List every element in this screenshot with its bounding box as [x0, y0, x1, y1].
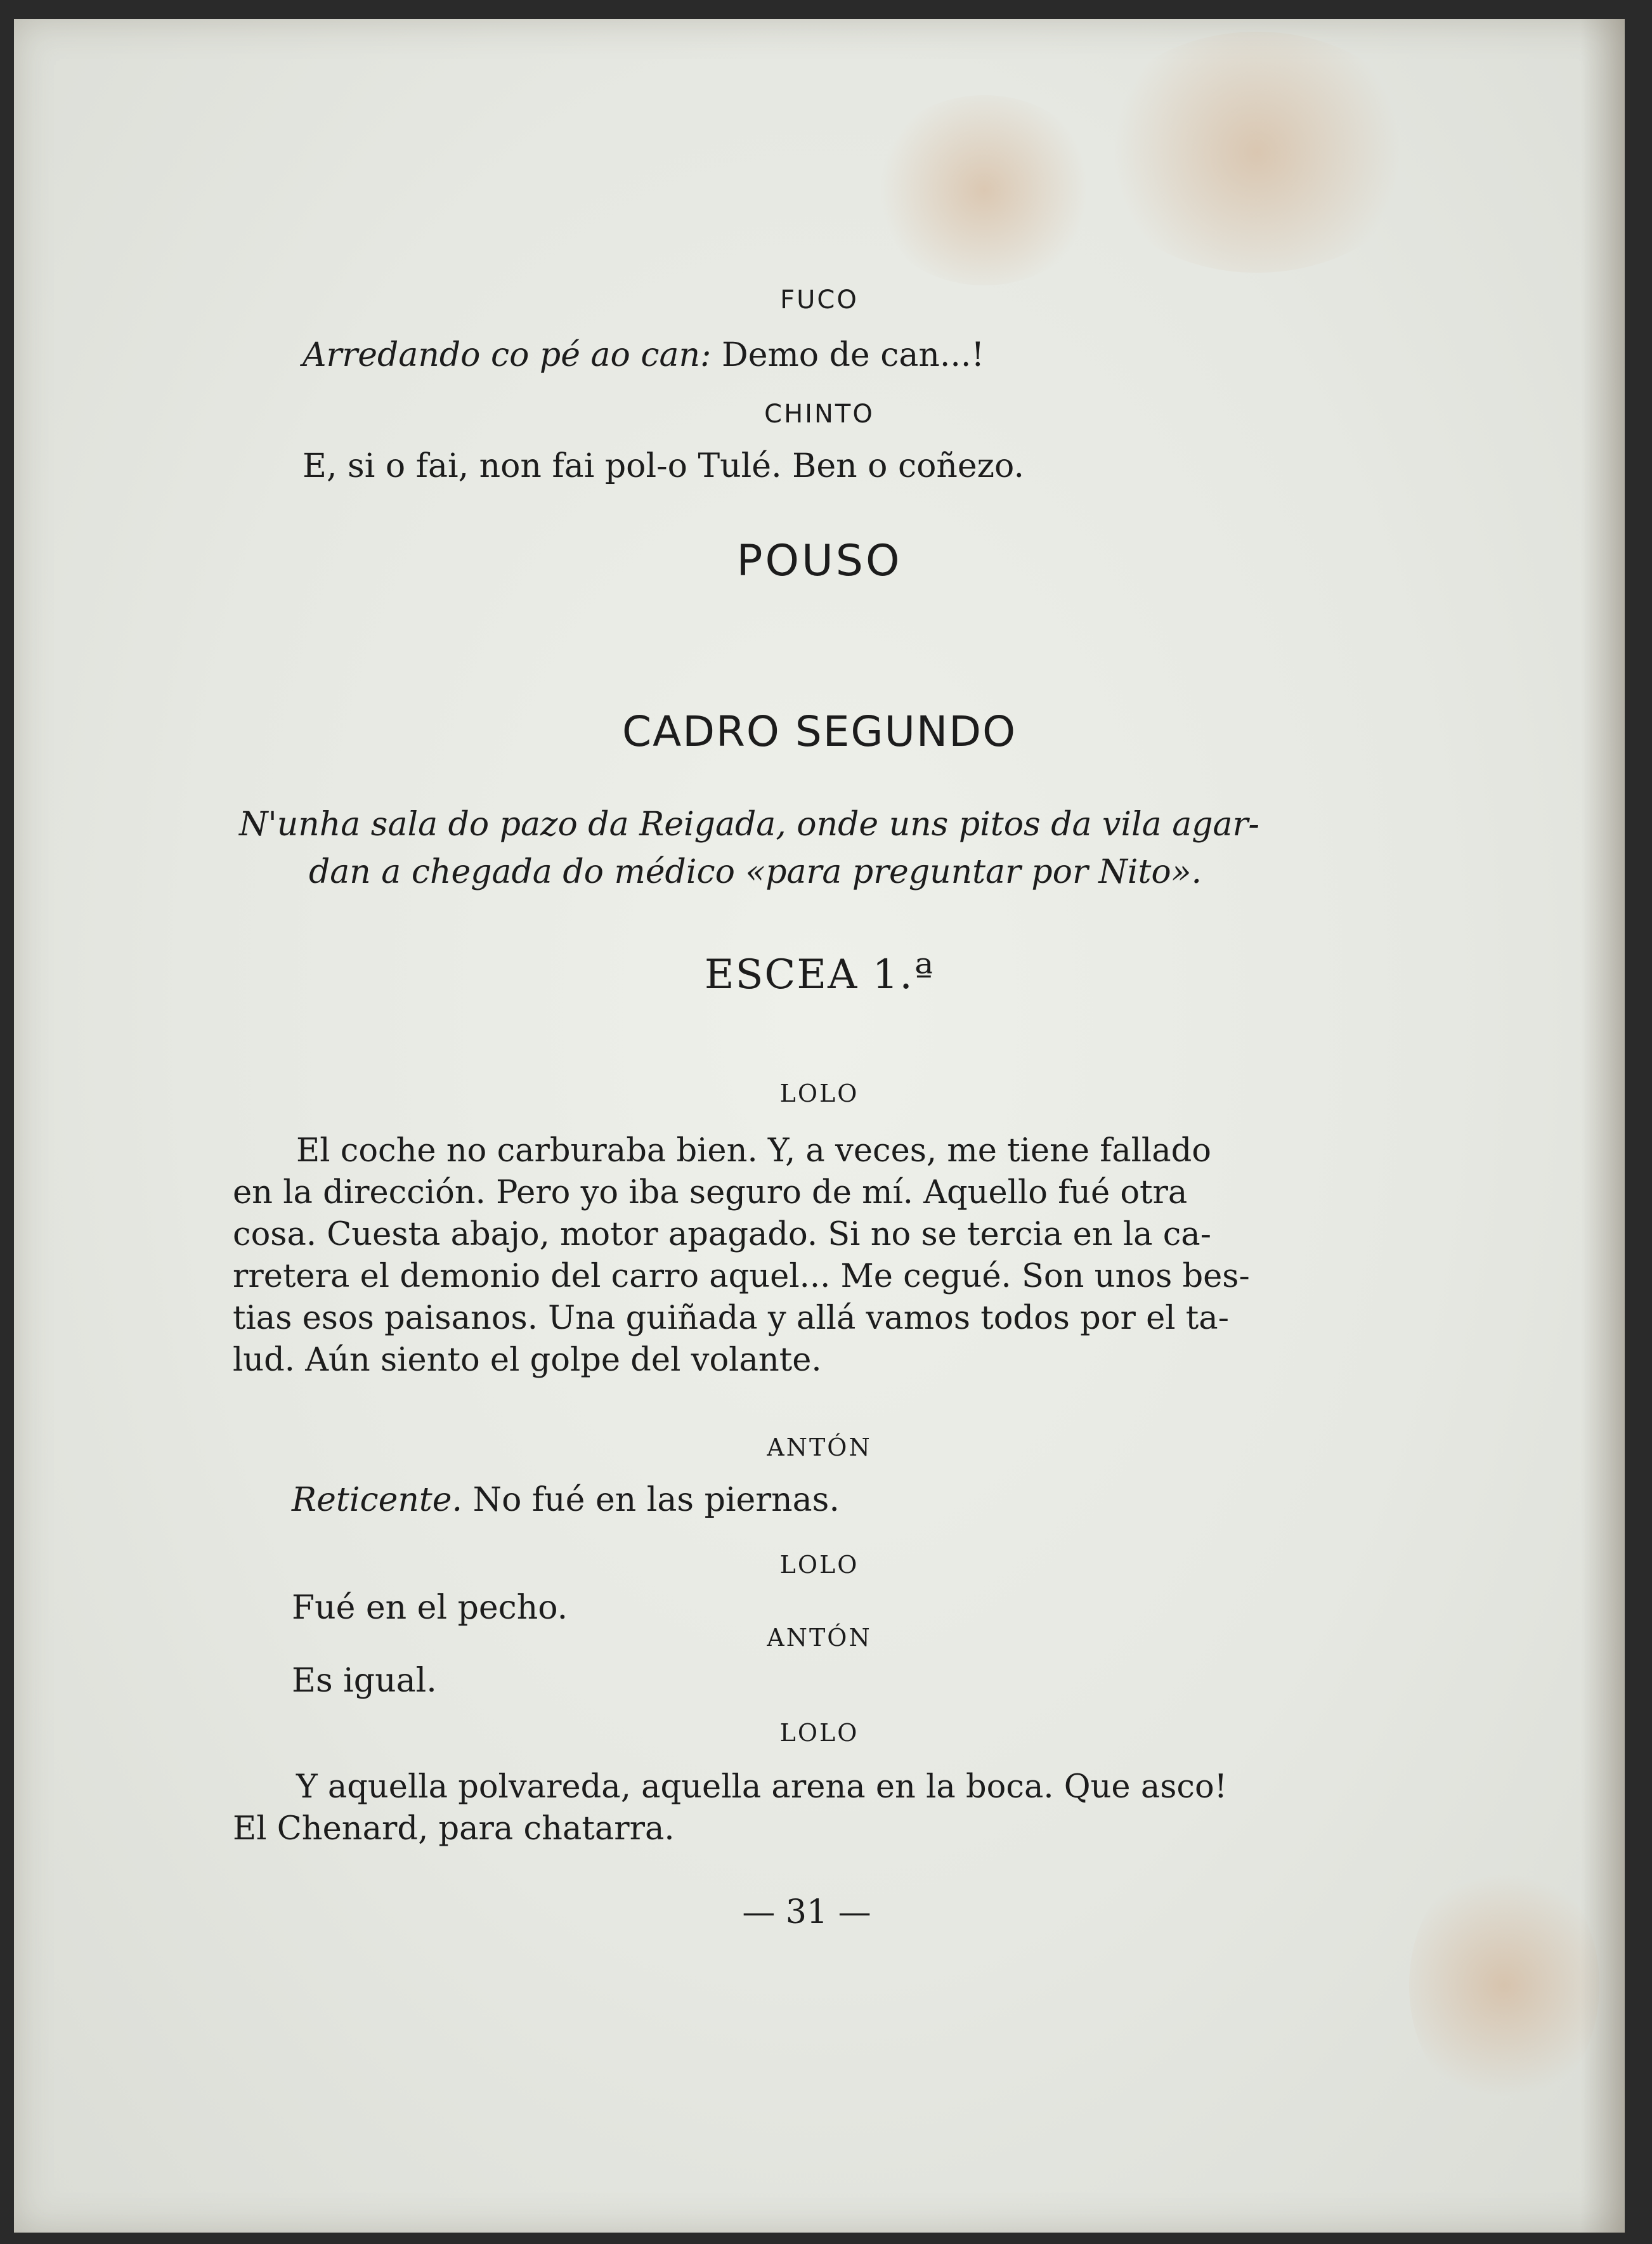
speaker-lolo: LOLO	[779, 1080, 859, 1107]
speaker-lolo: LOLO	[779, 1719, 859, 1747]
lolo-speech-3	[233, 1766, 1260, 1850]
book-page	[14, 19, 1625, 2233]
anton-dialogue-1	[292, 1481, 840, 1519]
lolo-speech-line: en la dirección. Pero yo iba seguro de mí. Aquello fué otra	[233, 1174, 1188, 1211]
stage-direction-line-2: dan a chegada do médico «para preguntar por Nito».	[309, 853, 1202, 891]
lolo-speech-line: El Chenard, para chatarra.	[233, 1810, 675, 1848]
water-stain	[870, 95, 1098, 285]
speaker-anton: ANTÓN	[767, 1433, 872, 1461]
fuco-dialogue	[302, 336, 984, 374]
fuco-stage-direction: Arredando co pé ao can:	[302, 336, 712, 374]
lolo-speech-line: cosa. Cuesta abajo, motor apagado. Si no se tercia en la ca-	[233, 1216, 1211, 1253]
pouso-heading: POUSO	[736, 536, 902, 586]
lolo-speech-line: El coche no carburaba bien. Y, a veces, me tiene fallado	[296, 1132, 1211, 1170]
lolo-speech-line: rretera el demonio del carro aquel... Me cegué. Son unos bes-	[233, 1258, 1250, 1295]
page-number: — 31 —	[742, 1893, 871, 1931]
speaker-fuco: FUCO	[780, 285, 859, 315]
speaker-chinto: CHINTO	[764, 400, 875, 429]
escea-heading: ESCEA 1.ª	[704, 951, 935, 998]
speaker-anton: ANTÓN	[767, 1624, 872, 1652]
lolo-speech-line: tias esos paisanos. Una guiñada y allá vamos todos por el ta-	[233, 1300, 1229, 1337]
speaker-lolo: LOLO	[779, 1551, 859, 1579]
chinto-line: E, si o fai, non fai pol-o Tulé. Ben o coñezo.	[302, 447, 1024, 485]
lolo-speech-line: lud. Aún siento el golpe del volante.	[233, 1341, 822, 1379]
cadro-heading: CADRO SEGUNDO	[621, 707, 1017, 756]
lolo-speech-line: Y aquella polvareda, aquella arena en la boca. Que asco!	[296, 1768, 1228, 1806]
anton-line: No fué en las piernas.	[462, 1481, 840, 1519]
anton-line-2: Es igual.	[292, 1662, 437, 1700]
fuco-line: Demo de can...!	[711, 336, 985, 374]
anton-stage-direction: Reticente.	[292, 1481, 463, 1519]
lolo-line-2: Fué en el pecho.	[292, 1589, 568, 1627]
lolo-speech-1	[233, 1130, 1260, 1381]
water-stain	[1092, 32, 1422, 273]
stage-direction-line-1: N'unha sala do pazo da Reigada, onde uns pitos da vila agar-	[239, 806, 1259, 844]
